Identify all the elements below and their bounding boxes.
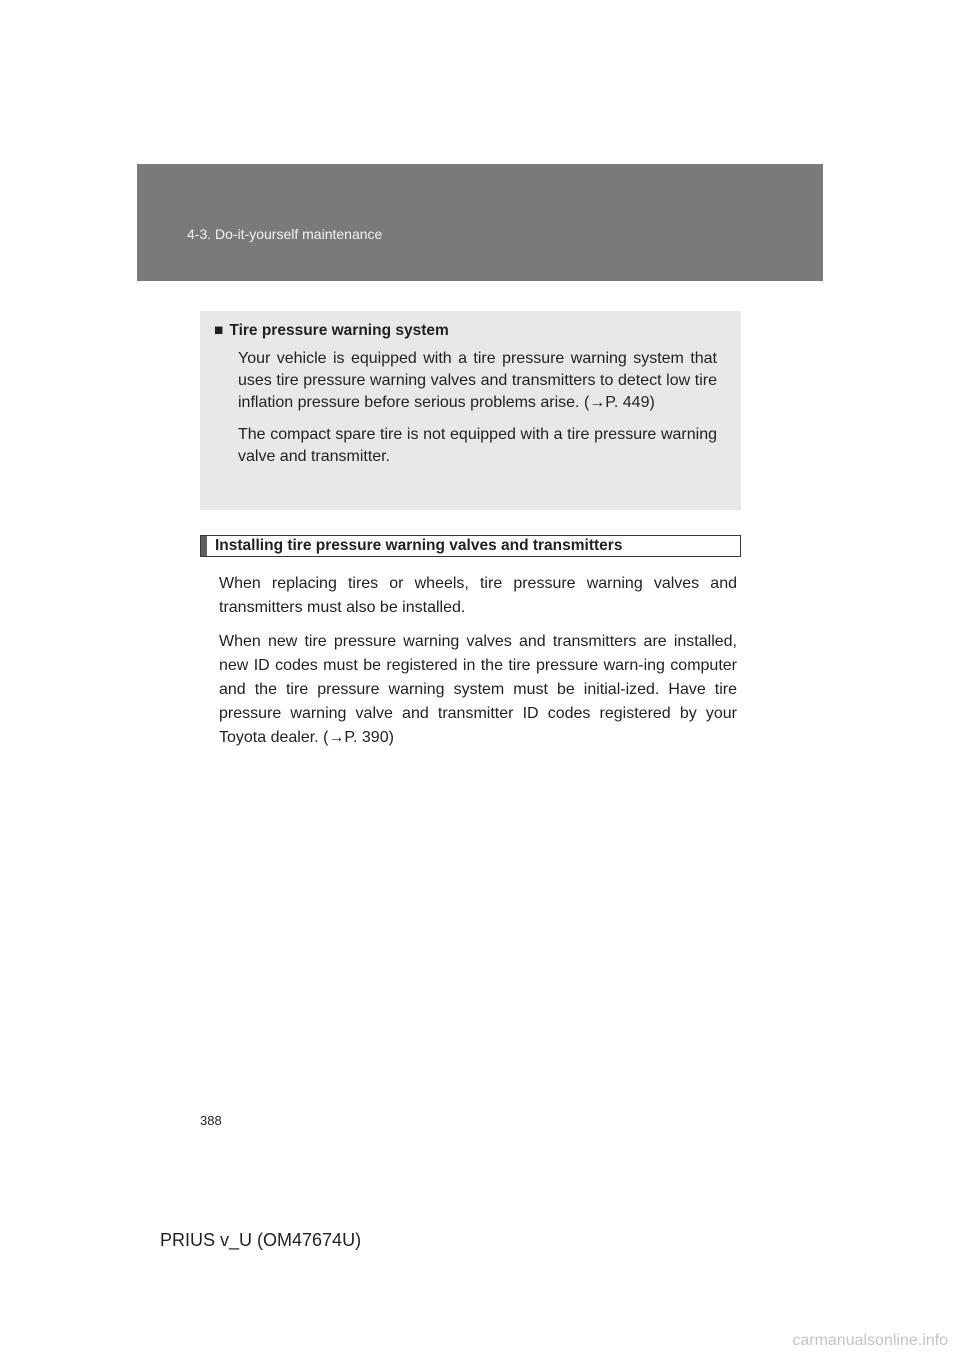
- info-paragraph: Your vehicle is equipped with a tire pressure warning system that uses tire pressure warning valves and transmitters to detect low tire inflation pressure before serious problems arise. (→P. 449): [238, 350, 717, 411]
- info-box: [200, 311, 741, 510]
- info-box-title: [214, 321, 717, 341]
- heading-marker: [201, 536, 207, 556]
- watermark: carmanualsonline.info: [792, 1332, 948, 1349]
- document-id: PRIUS v_U (OM47674U): [160, 1230, 362, 1250]
- info-box-title-text: Tire pressure warning system: [229, 322, 449, 339]
- body-paragraph: When replacing tires or wheels, tire pressure warning valves and transmitters must also be installed.: [219, 575, 737, 616]
- square-bullet-icon: ■: [214, 322, 224, 339]
- body-text: [219, 572, 737, 750]
- section-heading-text: Installing tire pressure warning valves and transmitters: [215, 537, 623, 554]
- header-band: [137, 164, 823, 281]
- section-label: 4-3. Do-it-yourself maintenance: [187, 226, 383, 242]
- info-paragraph: The compact spare tire is not equipped with a tire pressure warning valve and transmitter.: [238, 426, 717, 465]
- body-paragraph: When new tire pressure warning valves and transmitters are installed, new ID codes must be registered in the tire pressure warn-ing computer and the tire pressure warning system must be initial-ized. Have tire pressure warning valve and transmitter ID codes registered by your Toyota dealer. (→P. 390): [219, 633, 737, 746]
- page-number: 388: [200, 1113, 222, 1128]
- section-heading: [200, 535, 741, 557]
